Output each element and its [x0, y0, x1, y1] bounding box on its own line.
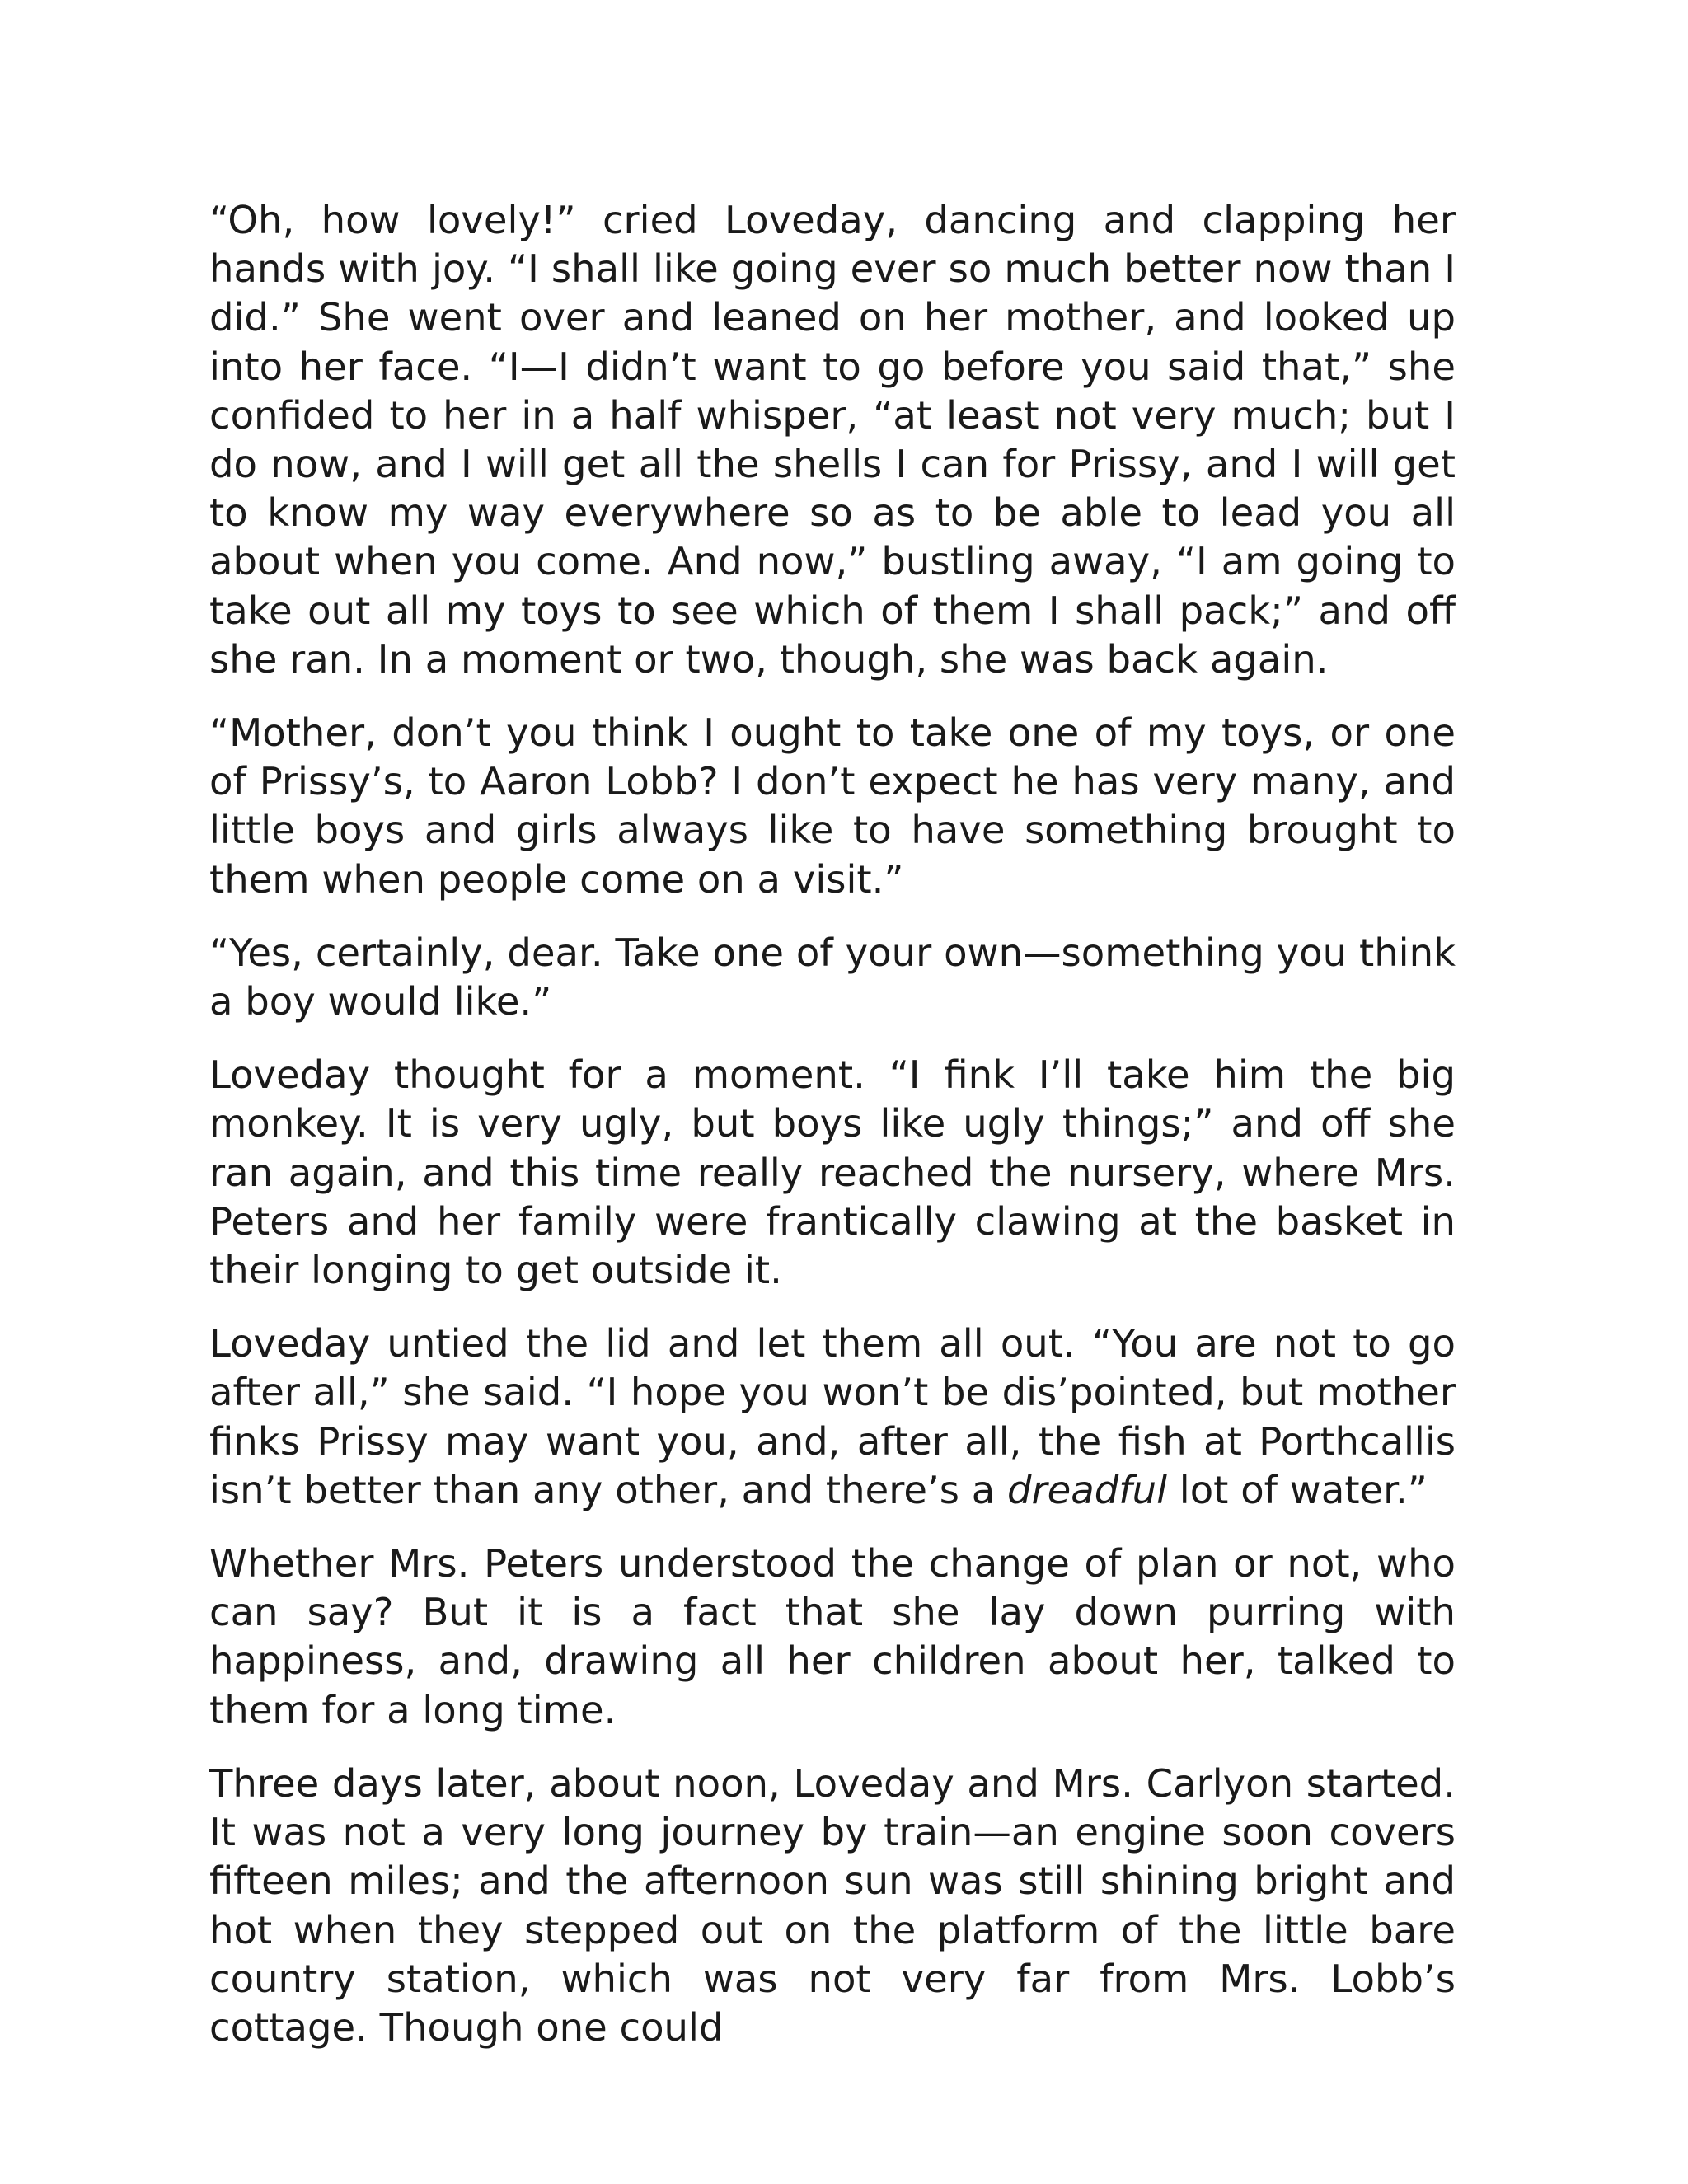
paragraph-5-before: Loveday untied the lid and let them all out. “You are not to go after all,” she said. “I hope you won’t be dis’pointed, but mother finks Prissy may want you, and, after all, the fish at Porthcallis isn’t better than any other, and there’s a [209, 1321, 1456, 1512]
page-body [209, 196, 1456, 2052]
paragraph-7: Three days later, about noon, Loveday and Mrs. Carlyon started. It was not a very long journey by train—an engine soon covers fifteen miles; and the afternoon sun was still shining bright and hot when they stepped out on the platform of the little bare country station, which was not very far from Mrs. Lobb’s cottage. Though one could [209, 1760, 1456, 2050]
paragraph-5 [209, 1319, 1456, 1515]
paragraph-4: Loveday thought for a moment. “I fink I’ll take him the big monkey. It is very ugly, but boys like ugly things;” and off she ran again, and this time really reached the nursery, where Mrs. Peters and her family were frantically clawing at the basket in their longing to get outside it. [209, 1052, 1456, 1293]
paragraph-1: “Oh, how lovely!” cried Loveday, dancing and clapping her hands with joy. “I shall like going ever so much better now than I did.” She went over and leaned on her mother, and looked up into her face. “I—I didn’t want to go before you said that,” she confided to her in a half whisper, “at least not very much; but I do now, and I will get all the shells I can for Prissy, and I will get to know my way everywhere so as to be able to lead you all about when you come. And now,” bustling away, “I am going to take out all my toys to see which of them I shall pack;” and off she ran. In a moment or two, though, she was back again. [209, 198, 1456, 682]
paragraph-3: “Yes, certainly, dear. Take one of your own—something you think a boy would like.” [209, 930, 1456, 1024]
paragraph-2: “Mother, don’t you think I ought to take one of my toys, or one of Prissy’s, to Aaron Lobb? I don’t expect he has very many, and little boys and girls always like to have something brought to them when people come on a visit.” [209, 710, 1456, 902]
paragraph-5-after: lot of water.” [1167, 1467, 1428, 1512]
emphasis-dreadful: dreadful [1007, 1467, 1168, 1512]
paragraph-6: Whether Mrs. Peters understood the change of plan or not, who can say? But it is a fact that she lay down purring with happiness, and, drawing all her children about her, talked to them for a long time. [209, 1541, 1456, 1732]
